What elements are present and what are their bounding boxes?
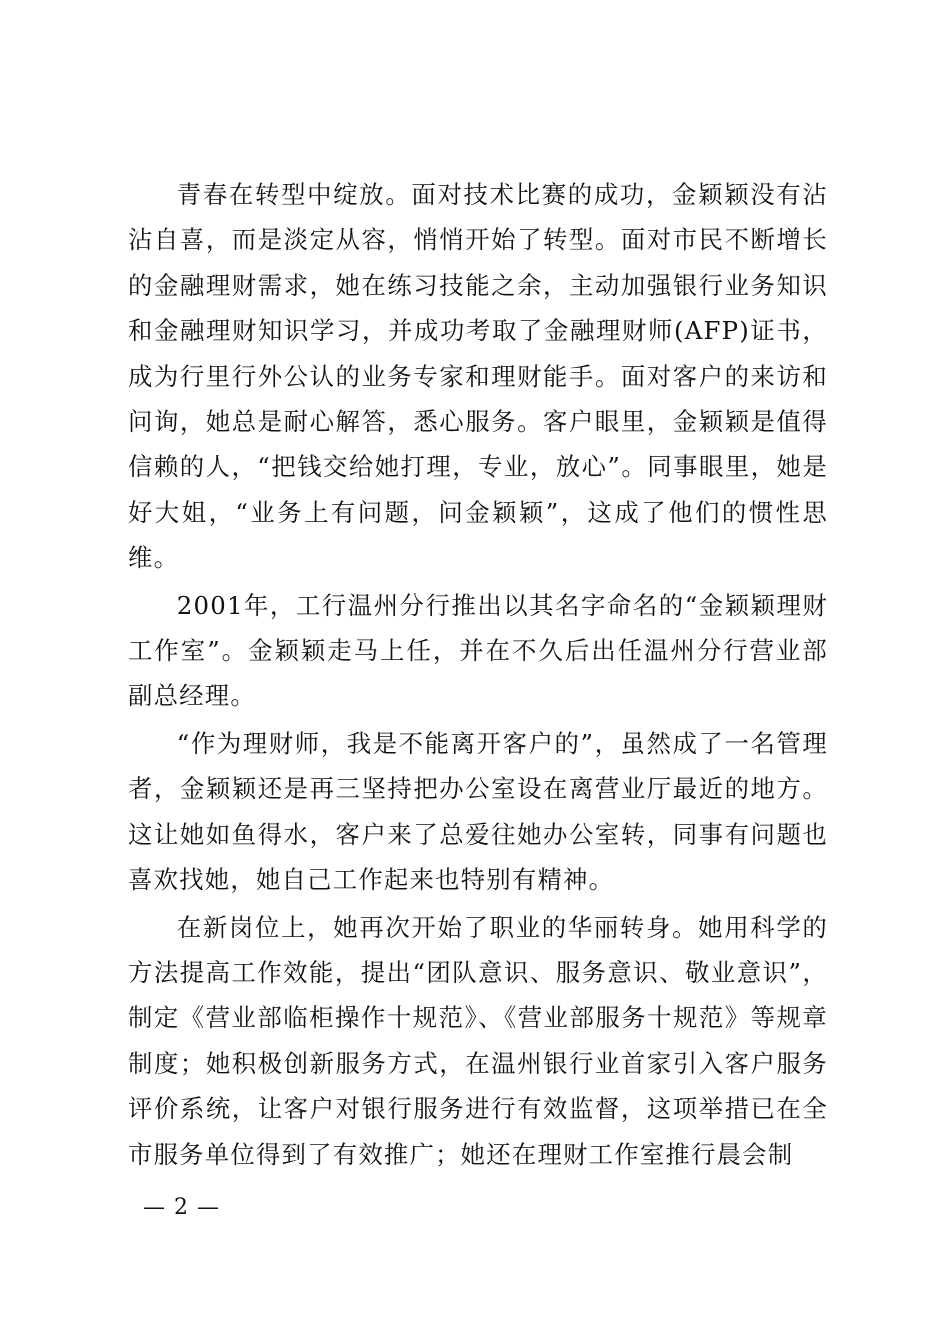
body-text: [128, 172, 828, 1177]
paragraph-new-position: 在新岗位上，她再次开始了职业的华丽转身。她用科学的方法提高工作效能，提出“团队意识、服务意识、敬业意识”，制定《营业部临柜操作十规范》、《营业部服务十规范》等规章制度；她积极创新服务方式，在温州银行业首家引入客户服务评价系统，让客户对银行服务进行有效监督，这项举措已在全市服务单位得到了有效推广；她还在理财工作室推行晨会制: [128, 912, 828, 1169]
paragraph-transformation: 青春在转型中绽放。面对技术比赛的成功，金颖颖没有沾沾自喜，而是淡定从容，悄悄开始了转型。面对市民不断增长的金融理财需求，她在练习技能之余，主动加强银行业务知识和金融理财知识学习，并成功考取了金融理财师(AFP)证书，成为行里行外公认的业务专家和理财能手。面对客户的来访和问询，她总是耐心解答，悉心服务。客户眼里，金颖颖是值得信赖的人，“把钱交给她打理，专业，放心”。同事眼里，她是好大姐，“业务上有问题，问金颖颖”，这成了他们的惯性思维。: [128, 180, 828, 573]
paragraph-office-location: “作为理财师，我是不能离开客户的”，虽然成了一名管理者，金颖颖还是再三坚持把办公室设在离营业厅最近的地方。这让她如鱼得水，客户来了总爱往她办公室转，同事有问题也喜欢找她，她自己工作起来也特别有精神。: [128, 728, 828, 895]
page-number: — 2 —: [143, 1195, 220, 1220]
paragraph-studio-founding: 2001年，工行温州分行推出以其名字命名的“金颖颖理财工作室”。金颖颖走马上任，并在不久后出任温州分行营业部副总经理。: [128, 590, 828, 711]
